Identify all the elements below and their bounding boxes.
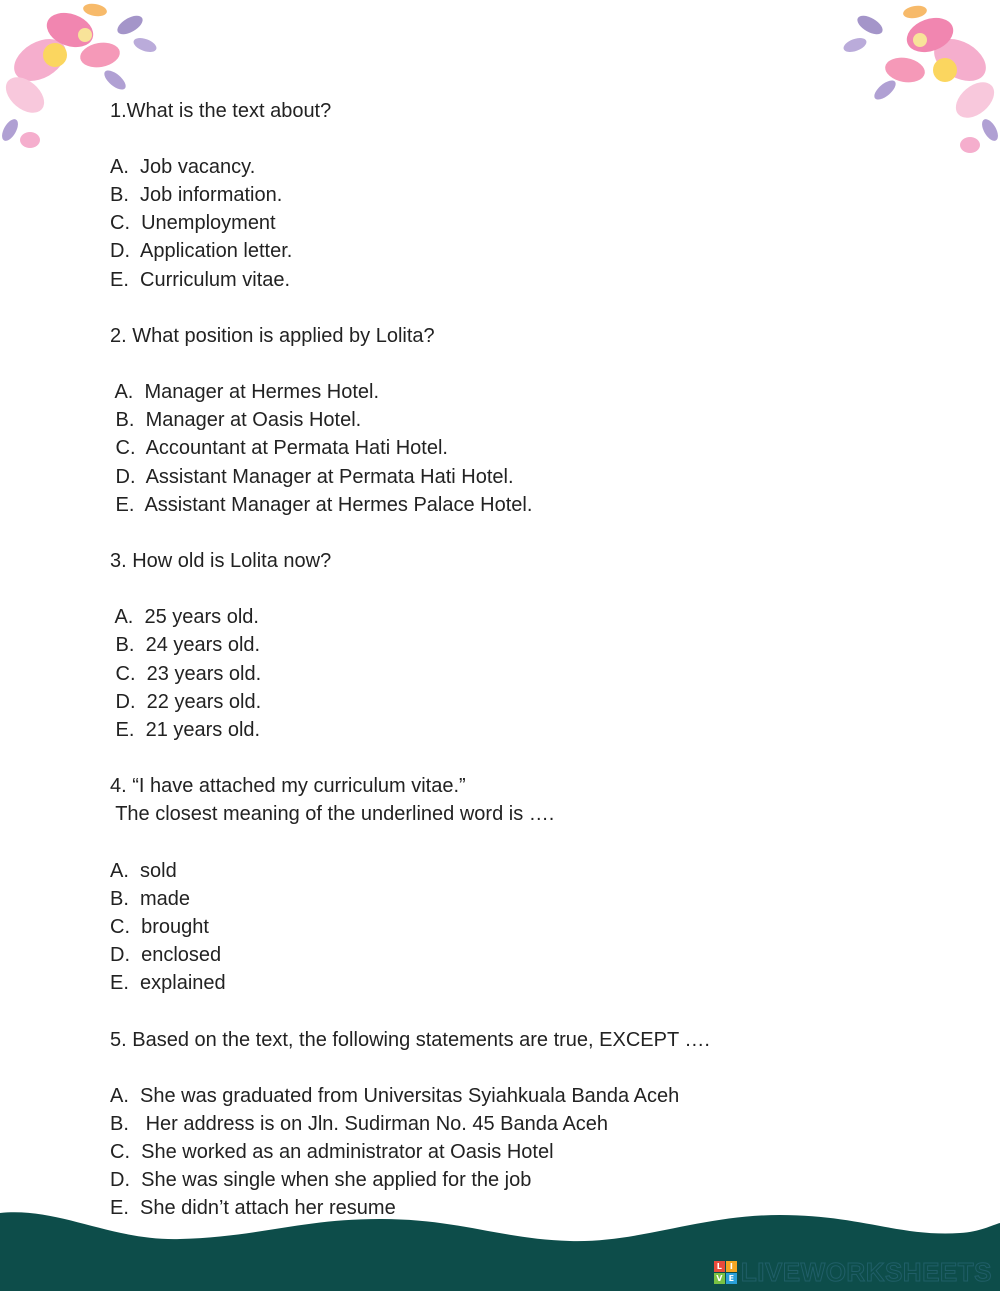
floral-decoration-right-icon [830, 0, 1000, 170]
question-4-text-line-2: The closest meaning of the underlined word is …. [110, 803, 555, 825]
question-2-option-b: B. Manager at Oasis Hotel. [110, 409, 362, 431]
question-4-option-a: A. sold [110, 860, 177, 882]
question-3-option-c: C. 23 years old. [110, 663, 262, 685]
question-3-text: 3. How old is Lolita now? [110, 550, 332, 572]
question-2-text: 2. What position is applied by Lolita? [110, 325, 435, 347]
question-3-option-e: E. 21 years old. [110, 719, 261, 741]
question-3-option-b: B. 24 years old. [110, 634, 261, 656]
question-1-option-c: C. Unemployment [110, 212, 276, 234]
floral-decoration-left-icon [0, 0, 170, 170]
logo-letter-l: L [714, 1261, 725, 1272]
question-1-option-a: A. Job vacancy. [110, 156, 256, 178]
logo-letter-i: I [726, 1261, 737, 1272]
question-5-option-b: B. Her address is on Jln. Sudirman No. 45 Banda Aceh [110, 1113, 609, 1135]
question-5-text: 5. Based on the text, the following statements are true, EXCEPT …. [110, 1029, 710, 1051]
question-1-option-e: E. Curriculum vitae. [110, 269, 291, 291]
question-4-option-b: B. made [110, 888, 191, 910]
liveworksheets-logo-icon [714, 1261, 737, 1284]
question-2-option-d: D. Assistant Manager at Permata Hati Hotel. [110, 466, 514, 488]
question-5-option-e: E. She didn’t attach her resume [110, 1197, 396, 1219]
question-3-option-d: D. 22 years old. [110, 691, 262, 713]
question-4-option-e: E. explained [110, 972, 226, 994]
liveworksheets-watermark [714, 1257, 992, 1287]
logo-letter-e: E [726, 1273, 737, 1284]
question-1-option-d: D. Application letter. [110, 240, 293, 262]
question-5-option-d: D. She was single when she applied for the job [110, 1169, 532, 1191]
question-1-option-b: B. Job information. [110, 184, 283, 206]
question-2-option-a: A. Manager at Hermes Hotel. [110, 381, 380, 403]
question-5-option-c: C. She worked as an administrator at Oasis Hotel [110, 1141, 554, 1163]
question-4-option-d: D. enclosed [110, 944, 222, 966]
question-3-option-a: A. 25 years old. [110, 606, 259, 628]
watermark-text: LIVEWORKSHEETS [740, 1256, 992, 1287]
question-4-option-c: C. brought [110, 916, 209, 938]
question-5-option-a: A. She was graduated from Universitas Syiahkuala Banda Aceh [110, 1085, 680, 1107]
question-2-option-e: E. Assistant Manager at Hermes Palace Hotel. [110, 494, 533, 516]
question-4-text: 4. “I have attached my curriculum vitae.” [110, 775, 466, 797]
question-1-text: 1.What is the text about? [110, 100, 332, 122]
question-2-option-c: C. Accountant at Permata Hati Hotel. [110, 437, 448, 459]
logo-letter-v: V [714, 1273, 725, 1284]
